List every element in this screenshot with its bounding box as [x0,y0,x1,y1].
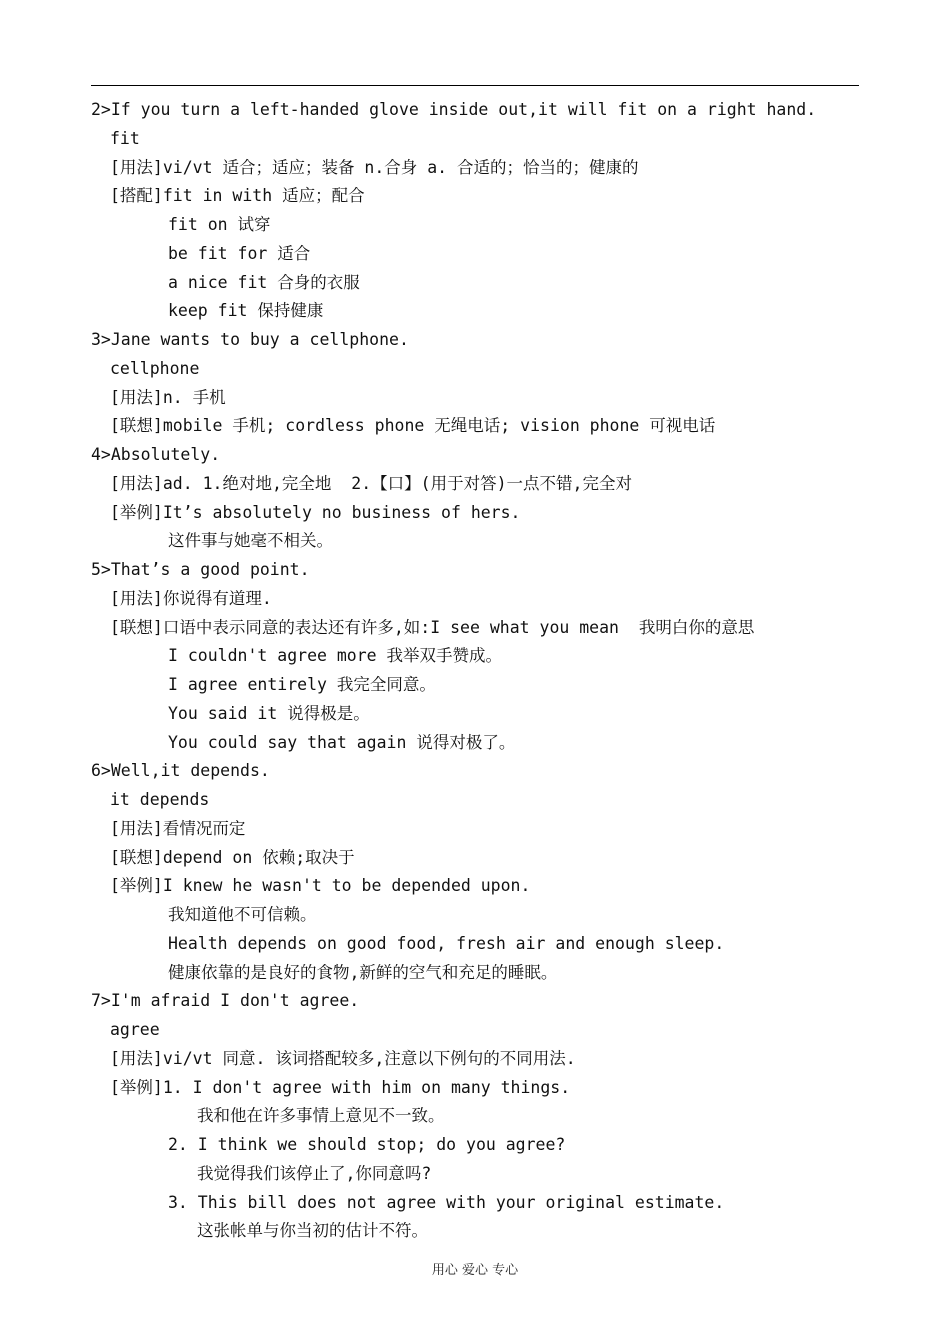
association-line: [联想]depend on 依赖;取决于 [110,847,355,867]
header-rule [91,85,859,86]
example-translation: 我觉得我们该停止了,你同意吗? [197,1163,432,1183]
association-line: You said it 说得极是。 [168,703,370,723]
usage-line: [用法]vi/vt 适合；适应；装备 n.合身 a. 合适的；恰当的；健康的 [110,157,639,177]
collocation-line: be fit for 适合 [168,243,311,263]
example-line: 2. I think we should stop; do you agree? [168,1135,566,1154]
usage-line: [用法]你说得有道理. [110,588,272,608]
example-translation: 健康依靠的是良好的食物,新鲜的空气和充足的睡眠。 [168,962,558,982]
collocation-line: fit on 试穿 [168,215,271,234]
usage-line: [用法]n. 手机 [110,387,226,407]
example-translation: 我和他在许多事情上意见不一致。 [197,1106,445,1126]
keyword: it depends [110,790,210,809]
association-line: [联想]mobile 手机; cordless phone 无绳电话; vision phone 可视电话 [110,416,716,436]
keyword: cellphone [110,358,200,378]
association-line: [联想]口语中表示同意的表达还有许多,如:I see what you mean 我明白你的意思 [110,617,755,637]
example-line: Health depends on good food, fresh air and enough sleep. [168,933,725,953]
example-translation: 这张帐单与你当初的估计不符。 [197,1221,428,1241]
example-translation: 这件事与她毫不相关。 [168,531,333,551]
item-heading: 5>That’s a good point. [91,560,310,579]
collocation-line: a nice fit 合身的衣服 [168,272,360,292]
usage-line: [用法]ad. 1.绝对地,完全地 2.【口】(用于对答)一点不错,完全对 [110,473,632,493]
usage-line: [用法]看情况而定 [110,818,246,838]
association-line: I agree entirely 我完全同意。 [168,675,436,694]
example-line: [举例]It’s absolutely no business of hers. [110,502,521,522]
page-footer: 用心 爱心 专心 [431,1263,519,1278]
association-line: I couldn't agree more 我举双手赞成。 [168,646,503,666]
collocation-line: keep fit 保持健康 [168,301,324,321]
item-heading: 6>Well,it depends. [91,761,270,781]
item-heading: 3>Jane wants to buy a cellphone. [91,330,409,349]
document-body [91,96,891,1246]
association-line: You could say that again 说得对极了。 [168,732,516,752]
example-line: [举例]1. I don't agree with him on many things. [110,1077,571,1097]
example-translation: 我知道他不可信赖。 [168,905,317,924]
example-line: 3. This bill does not agree with your original estimate. [168,1192,725,1212]
keyword: fit [110,128,140,148]
usage-line: [用法]vi/vt 同意. 该词搭配较多,注意以下例句的不同用法. [110,1048,576,1068]
example-line: [举例]I knew he wasn't to be depended upon. [110,876,531,896]
item-heading: 7>I'm afraid I don't agree. [91,991,360,1011]
item-heading: 4>Absolutely. [91,445,221,464]
keyword: agree [110,1020,160,1039]
item-heading: 2>If you turn a left-handed glove inside out,it will fit on a right hand. [91,100,817,119]
collocation-line: [搭配]fit in with 适应；配合 [110,186,365,206]
